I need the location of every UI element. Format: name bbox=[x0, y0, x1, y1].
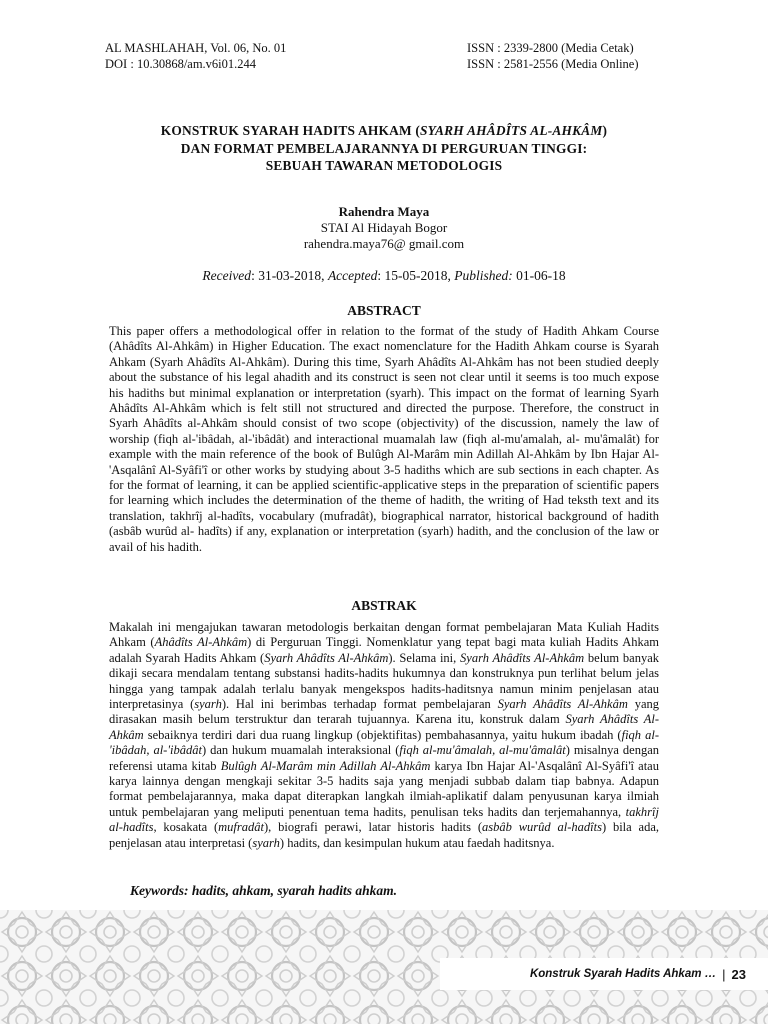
journal-name: AL MASHLAHAH, Vol. 06, No. 01 bbox=[105, 41, 287, 55]
author-name: Rahendra Maya bbox=[338, 204, 430, 219]
issn-online: ISSN : 2581-2556 (Media Online) bbox=[467, 57, 639, 71]
paper-title bbox=[60, 122, 708, 175]
doi-text: DOI : 10.30868/am.v6i01.244 bbox=[105, 57, 257, 71]
keywords: Keywords: hadits, ahkam, syarah hadits ahkam. bbox=[130, 883, 398, 898]
author-email: rahendra.maya76@ gmail.com bbox=[303, 236, 465, 251]
article-dates: Received: 31-03-2018, Accepted: 15-05-2018, Published: 01-06-18 bbox=[202, 268, 566, 283]
journal-header-right bbox=[467, 40, 639, 72]
title-line-2: DAN FORMAT PEMBELAJARANNYA DI PERGURUAN TINGGI: bbox=[180, 140, 588, 156]
page-footer bbox=[440, 958, 768, 990]
author-block bbox=[0, 204, 768, 252]
running-title: Konstruk Syarah Hadits Ahkam … bbox=[529, 968, 717, 980]
author-affiliation: STAI Al Hidayah Bogor bbox=[320, 220, 448, 235]
page-number: 23 bbox=[731, 966, 746, 982]
title-italic: SYARH AHÂDÎTS AL-AHKÂM bbox=[420, 123, 603, 138]
abstract-heading: ABSTRACT bbox=[347, 303, 421, 318]
abstrak-heading: ABSTRAK bbox=[351, 598, 417, 613]
journal-header-left bbox=[105, 40, 286, 72]
abstract-body: This paper offers a methodological offer in relation to the format of the study of Hadith Ahkam Course (Ahâdîts Al-Ahkâm) in Higher Education. The exact nomenclature for the Hadith Ahkam course is Syarah Ahkam (Syarh Ahâdîts Al-Ahkâm). During this time, Syarh Ahâdîts Al-Ahkâm has not been studied deeply about the substance of his legal ahadith and its construct is seen not clear until it seems is too much expose his hadiths but minimal explanation or interpretation (syarh). This impact on the format of learning Syarh Ahâdîts Al-Ahkâm which is felt still not structured and directed the purpose. Therefore, the construct in Syarh Ahâdîts al-Ahkâm should consist of two scope (objectivity) of the discussion, namely the law of worship (fiqh al-'ibâdah, al-'ibâdât) and interactional muamalah law (fiqh al-mu'amalah, al- mu'âmalât) for example with the main reference of the book of Bulûgh Al-Marâm min Adillah Al-Ahkâm by Ibn Hajar Al-'Asqalânî Al-Syâfi'î or other works by studying about 3-5 hadiths which are sub sections in each chapter. As for the format of learning, it can be applied scientific-applicative steps in the preparation of scientific papers for learning which includes the determination of the theme of hadith, the writing of Had teksth text and its translation, takhrîj al-hadîts, vocabulary (mufradât), biographical narrator, historical background of hadith (asbâb wurûd al- hadîts) if any, explanation or interpretation (syarh) hadith, and the conclusion of the law or avail of his hadith. bbox=[109, 324, 659, 554]
abstrak-body: Makalah ini mengajukan tawaran metodologis berkaitan dengan format pembelajaran Mata Kuliah Hadits Ahkam (Ahâdîts Al-Ahkâm) di Perguruan Tinggi. Nomenklatur yang tepat bagi mata kuliah Hadits Ahkam adalah Syarah Hadits Ahkam (Syarh Ahâdîts Al-Ahkâm). Selama ini, Syarh Ahâdîts Al-Ahkâm belum banyak dikaji secara mendalam tentang substansi hadits-hadits hukumnya dan konstruknya pun terlihat belum jelas hingga yang tampak adalah terlalu banyak mengekspos hadits-haditsnya namun minim penjelasan atau interpretasinya (syarh). Hal ini berimbas terhadap format pembelajaran Syarh Ahâdîts Al-Ahkâm yang dirasakan masih belum terstruktur dan terarah tujuannya. Karena itu, konstruk dalam Syarh Ahâdîts Al-Ahkâm sebaiknya terdiri dari dua ruang lingkup (objektifitas) pembahasannya, yaitu hukum ibadah (fiqh al-'ibâdah, al-'ibâdât) dan hukum muamalah interaksional (fiqh al-mu'âmalah, al-mu'âmalât) misalnya dengan referensi utama kitab Bulûgh Al-Marâm min Adillah Al-Ahkâm karya Ibn Hajar Al-'Asqalânî Al-Syâfi'î atau karya lainnya dengan mengkaji sekitar 3-5 hadits saja yang menjadi subbab dalam tiap babnya. Adapun format pembelajarannya, maka dapat diterapkan langkah ilmiah-aplikatif dalam penyusunan karya ilmiah untuk pembelajaran yang meliputi penentuan tema hadits, penulisan teks hadits dan terjemahannya, takhrîj al-hadîts, kosakata (mufradât), biografi perawi, latar historis hadits (asbâb wurûd al-hadîts) bila ada, penjelasan atau interpretasi (syarh) hadits, dan kesimpulan hukum atau faedah haditsnya. bbox=[109, 620, 660, 850]
title-line-1: KONSTRUK SYARAH HADITS AHKAM (SYARH AHÂDÎTS AL-AHKÂM) bbox=[160, 123, 608, 138]
footer-separator: | bbox=[722, 966, 726, 982]
title-line-3: SEBUAH TAWARAN METODOLOGIS bbox=[265, 158, 503, 173]
issn-print: ISSN : 2339-2800 (Media Cetak) bbox=[467, 41, 634, 55]
